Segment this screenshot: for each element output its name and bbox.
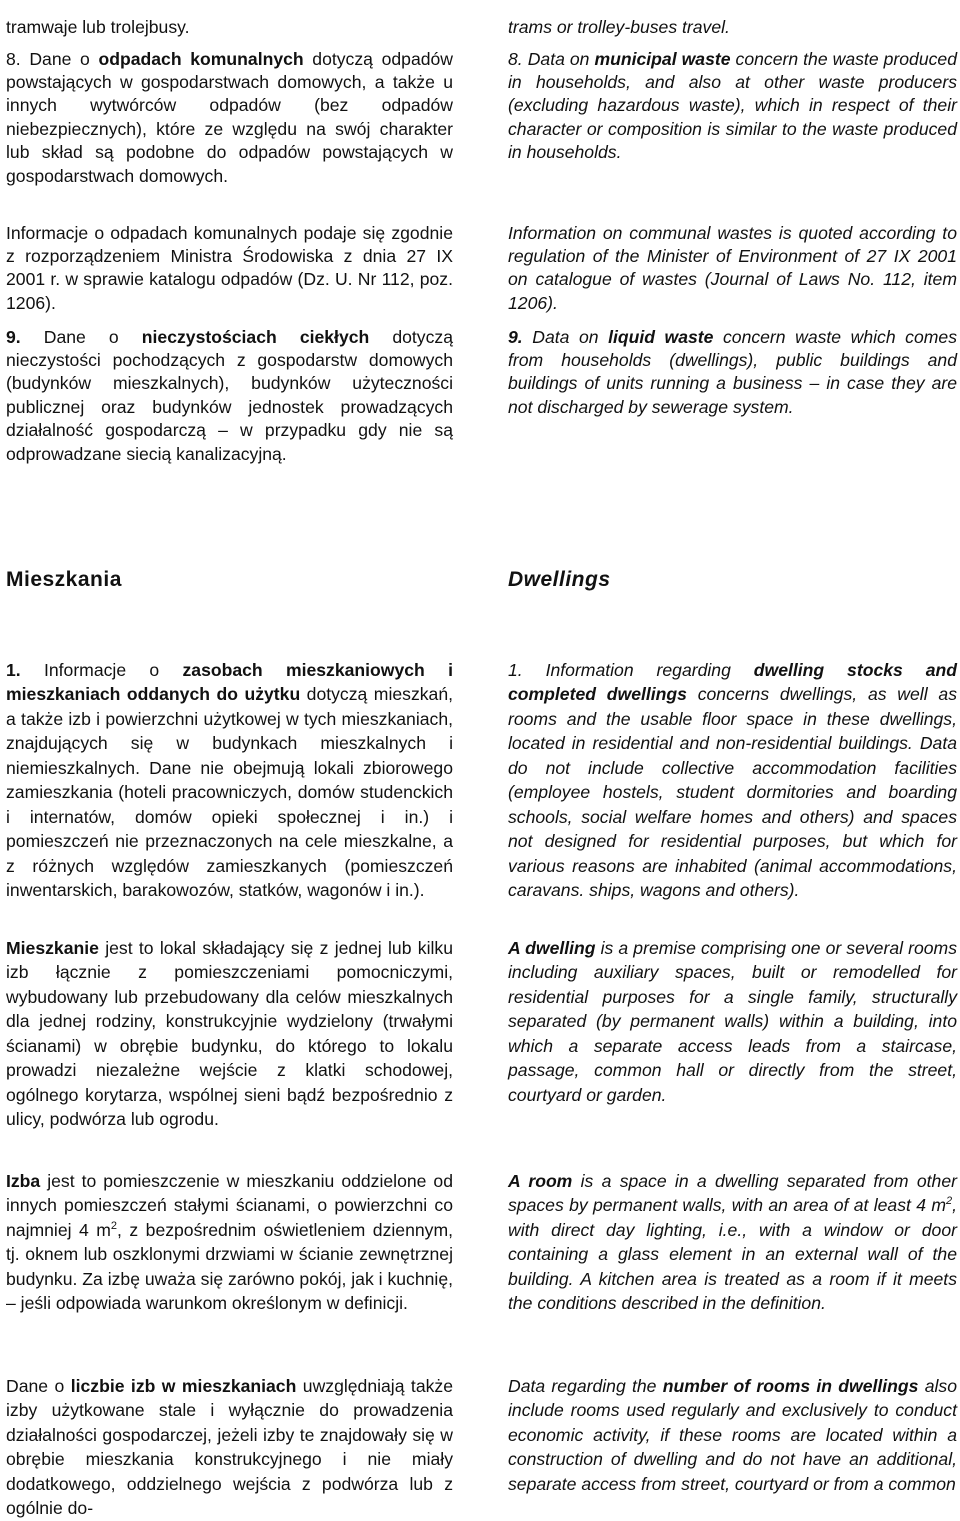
rooms-count-paragraph-pl: Dane o liczbie izb w mieszkaniach uwzględniają także izby użytkowane stale i wyłącznie do prowadzenia działalności gospodarczej, jeżeli izby te znajdowały się w obrębie mieszkania konstrukcyjnego i nie miały dodatkowego, oddzielnego wejścia z podwórza lub z ogólnie do- [6,1375,453,1519]
room-definition-pl: Izba jest to pomieszczenie w mieszkaniu oddzielone od innych pomieszczeń stałymi ścianami, o powierzchni co najmniej 4 $m^2$, z bezpośrednim oświetleniem dziennym, tj. oknem lub oszklonymi drzwiami w ścianie zewnętrznej budynku. Za izbę uważa się zarówno pokój, jak i kuchnię, – jeśli odpowiada warunkom określonym w definicji. [6,1170,453,1314]
dwelling-definition-en: A dwelling is a premise comprising one or several rooms including auxiliary spaces, built or remodelled for residential purposes for a single family, structurally separated (by permanent walls) within a building, into which a separate access leads from a staircase, passage, common hall or directly from the street, courtyard or garden. [508,937,957,1105]
dwellings-paragraph-1-en: 1. Information regarding dwelling stocks and completed dwellings concerns dwellings, as well as rooms and the usable floor space in these dwellings, located in residential and non-residential buildings. Data do not include collective accommodation facilities (employee hostels, student dormitories and boarding schools, social welfare homes and others) and spaces not designed for residential purposes, but which for various reasons are inhabited (animal accommodations, caravans. ships, wagons and others). [508,659,957,901]
section-heading-pl: Mieszkania [6,568,122,591]
paragraph-number: 9. [6,326,21,347]
paragraph-number: 8. [508,48,523,69]
waste-info-pl: Informacje o odpadach komunalnych podaje się zgodnie z rozporządzeniem Ministra Środowiska z dnia 27 IX 2001 r. w sprawie katalogu odpadów (Dz. U. Nr 112, poz. 1206). [6,222,453,313]
term-bold: A dwelling [508,937,596,958]
rooms-count-paragraph-en: Data regarding the number of rooms in dwellings also include rooms used regularly and exclusively to conduct economic activity, if these rooms are located within a construction of dwelling and do not have an additional, separate access from street, courtyard or from a common [508,1375,957,1494]
section-heading-en: Dwellings [508,568,611,591]
intro-text-pl: tramwaje lub trolejbusy. [6,16,190,37]
paragraph-number: 8. [6,48,21,69]
paragraph-number: 1. [508,659,523,680]
waste-info-en: Information on communal wastes is quoted according to regulation of the Minister of Environment of 27 IX 2001 on catalogue of wastes (Journal of Laws No. 112, item 1206). [508,222,957,313]
dwellings-paragraph-1-pl: 1. Informacje o zasobach mieszkaniowych i mieszkaniach oddanych do użytku dotyczą mieszkań, a także izb i powierzchni użytkowej w tych mieszkaniach, znajdujących się w budynkach mieszkalnych i niemieszkalnych. Dane nie obejmują lokali zbiorowego zamieszkania (hoteli pracowniczych, domów studenckich i internatów, domów opieki społecznej i in.) i pomieszczeń nie przeznaczonych na cele mieszkalne, a z różnych względów zamieszkanych (pomieszczeń inwentarskich, barakowozów, statków, wagonów i in.). [6,659,453,901]
term-bold: zasobach mieszkaniowych i mieszkaniach oddanych do użytku [6,659,453,705]
term-bold: nieczystościach ciekłych [141,326,370,347]
term-bold: number of rooms in dwellings [662,1375,919,1396]
paragraph-number: 9. [508,326,523,347]
paragraph-8-en: 8. Data on municipal waste concern the waste produced in households, and also at other waste producers (excluding hazardous waste), which in respect of their character or composition is similar to the waste produced in households. [508,48,957,163]
term-bold: liquid waste [608,326,714,347]
term-bold: A room [508,1170,573,1191]
term-bold: liczbie izb w mieszkaniach [70,1375,297,1396]
term-bold: Mieszkanie [6,937,99,958]
paragraph-9-pl: 9. Dane o nieczystościach ciekłych dotyczą nieczystości pochodzących z gospodarstw domowych (budynków mieszkalnych), budynków użyteczności publicznej oraz budynków jednostek prowadzących działalność gospodarczą – w przypadku gdy nie są odprowadzane siecią kanalizacyjną. [6,326,453,464]
paragraph-8-pl: 8. Dane o odpadach komunalnych dotyczą odpadów powstających w gospodarstwach domowych, a także u innych wytwórców odpadów (bez odpadów niebezpiecznych), które ze względu na swój charakter lub skład są podobne do odpadów powstających w gospodarstwach domowych. [6,48,454,186]
term-bold: dwelling stocks and completed dwellings [508,659,957,705]
superscript: 2 [110,1219,118,1232]
term-bold: odpadach komunalnych [98,48,304,69]
paragraph-9-en: 9. Data on liquid waste concern waste which comes from households (dwellings), public buildings and buildings of units running a business – in case they are not discharged by sewerage system. [508,326,957,417]
paragraph-number: 1. [6,659,21,680]
term-bold: municipal waste [594,48,731,69]
term-bold: Izba [6,1170,41,1191]
intro-text-en: trams or trolley-buses travel. [508,16,730,37]
dwelling-definition-pl: Mieszkanie jest to lokal składający się z jednej lub kilku izb łącznie z pomieszczeniami pomocniczymi, wybudowany lub przebudowany dla celów mieszkalnych dla jednej rodziny, konstrukcyjnie wydzielony (trwałymi ścianami) w obrębie budynku, do którego to lokalu prowadzi niezależne wejście z klatki schodowej, ogólnego korytarza, wspólnej sieni bądź bezpośrednio z ulicy, podwórza lub ogrodu. [6,937,453,1130]
superscript: 2 [945,1195,953,1208]
room-definition-en: A room is a space in a dwelling separated from other spaces by permanent walls, with an area of at least 4 $m^2$, with direct day lighting, i.e., with a window or door containing a glass element in an external wall of the building. A kitchen area is treated as a room if it meets the conditions described in the definition. [508,1170,957,1314]
